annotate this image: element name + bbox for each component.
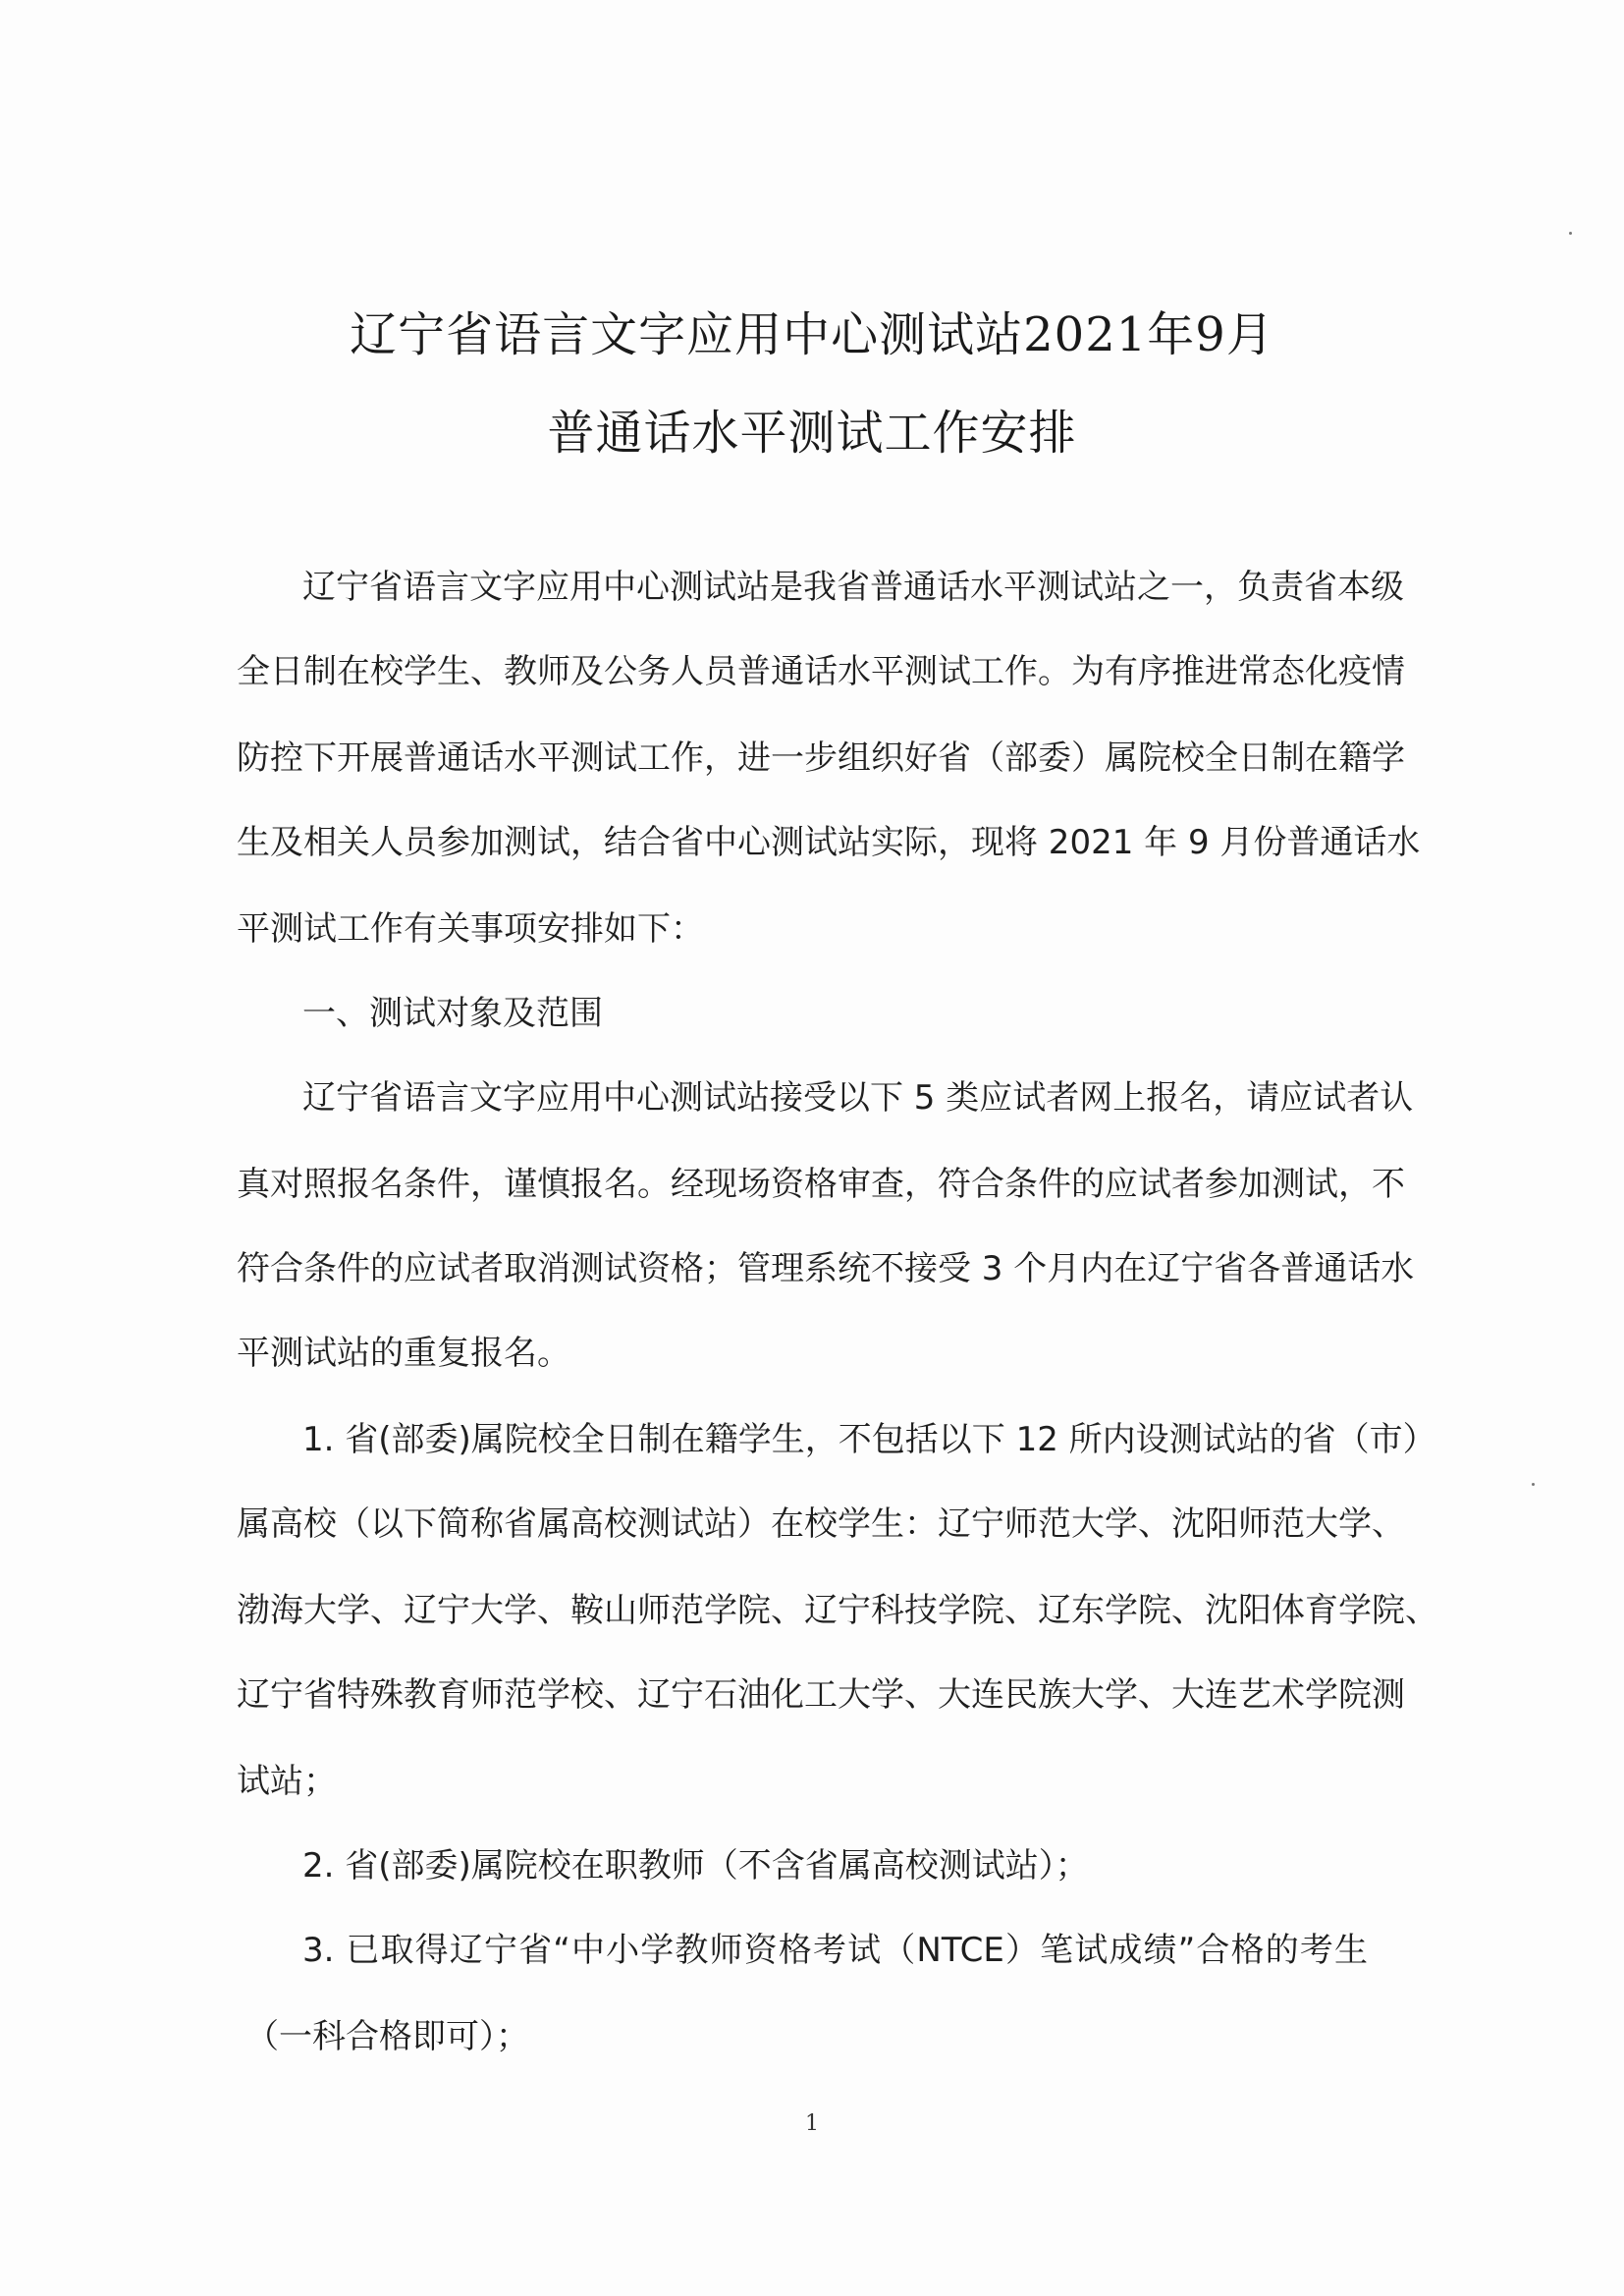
text-line: 符合条件的应试者取消测试资格；管理系统不接受 3 个月内在辽宁省各普通话水 (237, 1249, 1415, 1288)
section-heading: 一、测试对象及范围 (302, 994, 603, 1033)
text-line: 辽宁省语言文字应用中心测试站接受以下 5 类应试者网上报名，请应试者认 (302, 1078, 1414, 1118)
list-item-line: 渤海大学、辽宁大学、鞍山师范学院、辽宁科技学院、辽东学院、沈阳体育学院、 (237, 1591, 1438, 1630)
scan-speck (1532, 1483, 1535, 1486)
list-item-line: 3. 已取得辽宁省“中小学教师资格考试（NTCE）笔试成绩”合格的考生 (302, 1931, 1368, 1970)
text-line: 生及相关人员参加测试，结合省中心测试站实际，现将 2021 年 9 月份普通话水 (237, 823, 1421, 862)
document-title-line-1: 辽宁省语言文字应用中心测试站2021年9月 (350, 307, 1274, 362)
document-title-line-2: 普通话水平测试工作安排 (547, 406, 1077, 461)
list-item-line: 2. 省(部委)属院校在职教师（不含省属高校测试站）； (302, 1846, 1089, 1886)
text-line: 平测试工作有关事项安排如下： (237, 909, 704, 949)
scan-speck (1569, 232, 1572, 235)
list-item-line: （一科合格即可）； (245, 2017, 529, 2056)
list-item-line: 1. 省(部委)属院校全日制在籍学生，不包括以下 12 所内设测试站的省（市） (302, 1420, 1436, 1459)
list-item-line: 辽宁省特殊教育师范学校、辽宁石油化工大学、大连民族大学、大连艺术学院测 (237, 1675, 1405, 1715)
text-line: 真对照报名条件，谨慎报名。经现场资格审查，符合条件的应试者参加测试，不 (237, 1165, 1405, 1204)
list-item-line: 试站； (237, 1762, 337, 1801)
text-line: 防控下开展普通话水平测试工作，进一步组织好省（部委）属院校全日制在籍学 (237, 738, 1405, 778)
list-item-line: 属高校（以下简称省属高校测试站）在校学生：辽宁师范大学、沈阳师范大学、 (237, 1504, 1405, 1544)
page-number: 1 (805, 2111, 819, 2136)
text-line: 平测试站的重复报名。 (237, 1334, 570, 1373)
text-line: 全日制在校学生、教师及公务人员普通话水平测试工作。为有序推进常态化疫情 (237, 652, 1405, 691)
text-line: 辽宁省语言文字应用中心测试站是我省普通话水平测试站之一，负责省本级 (302, 568, 1404, 607)
